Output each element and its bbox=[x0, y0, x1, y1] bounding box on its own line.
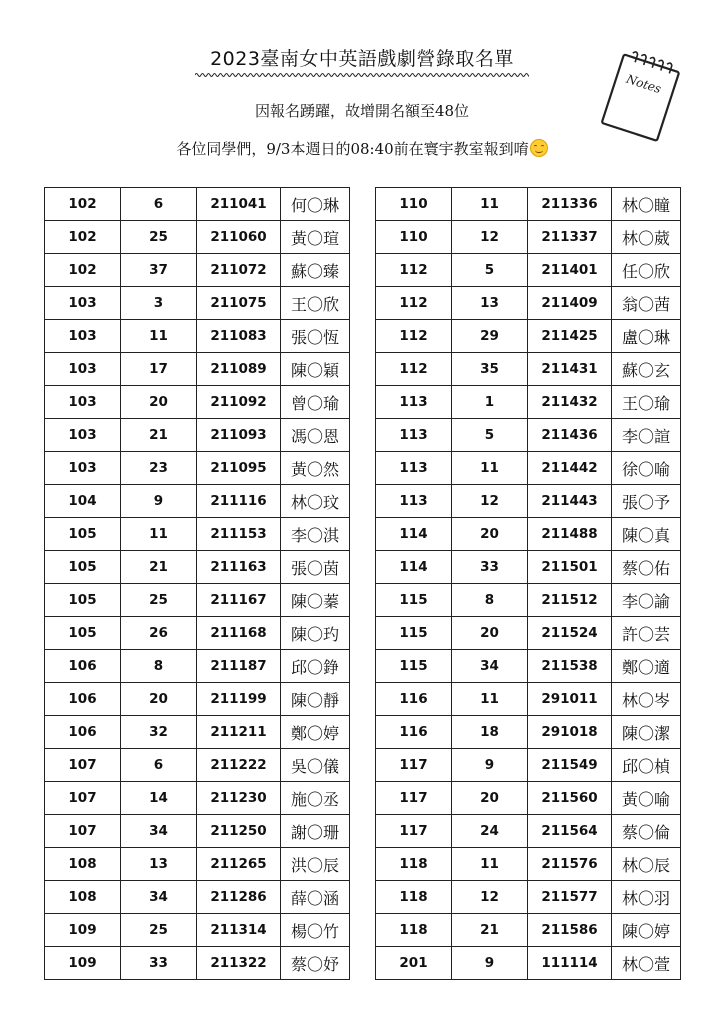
subtitle-checkin bbox=[0, 138, 724, 159]
class-cell: 102 bbox=[45, 221, 121, 254]
table-row bbox=[45, 881, 350, 914]
seat-cell: 1 bbox=[452, 386, 528, 419]
student-id-cell: 211116 bbox=[197, 485, 281, 518]
class-cell: 114 bbox=[376, 551, 452, 584]
name-cell: 薛〇涵 bbox=[281, 881, 350, 914]
roster-table-right bbox=[375, 187, 681, 980]
seat-cell: 11 bbox=[452, 848, 528, 881]
class-cell: 106 bbox=[45, 716, 121, 749]
name-cell: 李〇諭 bbox=[612, 584, 681, 617]
seat-cell: 11 bbox=[452, 188, 528, 221]
name-cell: 蔡〇妤 bbox=[281, 947, 350, 980]
seat-cell: 8 bbox=[452, 584, 528, 617]
name-cell: 黃〇喻 bbox=[612, 782, 681, 815]
seat-cell: 33 bbox=[452, 551, 528, 584]
student-id-cell: 211436 bbox=[528, 419, 612, 452]
seat-cell: 29 bbox=[452, 320, 528, 353]
name-cell: 謝〇珊 bbox=[281, 815, 350, 848]
subtitle-checkin-text: 各位同學們，9/3本週日的08:40前在寰宇教室報到唷 bbox=[176, 140, 529, 158]
student-id-cell: 211167 bbox=[197, 584, 281, 617]
student-id-cell: 211564 bbox=[528, 815, 612, 848]
table-row bbox=[45, 683, 350, 716]
seat-cell: 12 bbox=[452, 881, 528, 914]
name-cell: 王〇欣 bbox=[281, 287, 350, 320]
name-cell: 施〇丞 bbox=[281, 782, 350, 815]
name-cell: 盧〇琳 bbox=[612, 320, 681, 353]
table-row bbox=[45, 617, 350, 650]
table-row bbox=[376, 749, 681, 782]
seat-cell: 34 bbox=[121, 815, 197, 848]
seat-cell: 11 bbox=[452, 452, 528, 485]
name-cell: 陳〇婷 bbox=[612, 914, 681, 947]
name-cell: 陳〇靜 bbox=[281, 683, 350, 716]
class-cell: 114 bbox=[376, 518, 452, 551]
table-row bbox=[376, 782, 681, 815]
seat-cell: 17 bbox=[121, 353, 197, 386]
name-cell: 陳〇玓 bbox=[281, 617, 350, 650]
student-id-cell: 211549 bbox=[528, 749, 612, 782]
seat-cell: 20 bbox=[452, 617, 528, 650]
name-cell: 馮〇恩 bbox=[281, 419, 350, 452]
seat-cell: 33 bbox=[121, 947, 197, 980]
student-id-cell: 211524 bbox=[528, 617, 612, 650]
table-row bbox=[45, 782, 350, 815]
student-id-cell: 211576 bbox=[528, 848, 612, 881]
table-row bbox=[45, 650, 350, 683]
class-cell: 112 bbox=[376, 287, 452, 320]
student-id-cell: 111114 bbox=[528, 947, 612, 980]
student-id-cell: 211187 bbox=[197, 650, 281, 683]
student-id-cell: 211432 bbox=[528, 386, 612, 419]
student-id-cell: 211401 bbox=[528, 254, 612, 287]
notebook-label: Notes bbox=[624, 71, 663, 97]
name-cell: 張〇予 bbox=[612, 485, 681, 518]
seat-cell: 11 bbox=[452, 683, 528, 716]
student-id-cell: 211560 bbox=[528, 782, 612, 815]
class-cell: 107 bbox=[45, 815, 121, 848]
seat-cell: 9 bbox=[121, 485, 197, 518]
seat-cell: 5 bbox=[452, 419, 528, 452]
seat-cell: 20 bbox=[452, 518, 528, 551]
name-cell: 洪〇辰 bbox=[281, 848, 350, 881]
table-row bbox=[376, 815, 681, 848]
table-row bbox=[376, 419, 681, 452]
student-id-cell: 211286 bbox=[197, 881, 281, 914]
table-row bbox=[376, 287, 681, 320]
class-cell: 116 bbox=[376, 683, 452, 716]
name-cell: 林〇萱 bbox=[612, 947, 681, 980]
class-cell: 118 bbox=[376, 881, 452, 914]
name-cell: 林〇瞳 bbox=[612, 188, 681, 221]
name-cell: 林〇葳 bbox=[612, 221, 681, 254]
student-id-cell: 211089 bbox=[197, 353, 281, 386]
class-cell: 103 bbox=[45, 419, 121, 452]
student-id-cell: 211577 bbox=[528, 881, 612, 914]
name-cell: 林〇羽 bbox=[612, 881, 681, 914]
class-cell: 104 bbox=[45, 485, 121, 518]
class-cell: 110 bbox=[376, 221, 452, 254]
seat-cell: 34 bbox=[121, 881, 197, 914]
class-cell: 105 bbox=[45, 551, 121, 584]
table-row bbox=[376, 518, 681, 551]
class-cell: 118 bbox=[376, 914, 452, 947]
class-cell: 112 bbox=[376, 254, 452, 287]
seat-cell: 32 bbox=[121, 716, 197, 749]
table-row bbox=[376, 254, 681, 287]
student-id-cell: 211488 bbox=[528, 518, 612, 551]
seat-cell: 37 bbox=[121, 254, 197, 287]
student-id-cell: 211095 bbox=[197, 452, 281, 485]
notebook-icon bbox=[596, 48, 688, 144]
name-cell: 徐〇喻 bbox=[612, 452, 681, 485]
class-cell: 112 bbox=[376, 320, 452, 353]
seat-cell: 8 bbox=[121, 650, 197, 683]
name-cell: 張〇恆 bbox=[281, 320, 350, 353]
table-row bbox=[376, 683, 681, 716]
class-cell: 107 bbox=[45, 749, 121, 782]
name-cell: 蘇〇臻 bbox=[281, 254, 350, 287]
class-cell: 109 bbox=[45, 947, 121, 980]
name-cell: 黃〇然 bbox=[281, 452, 350, 485]
seat-cell: 25 bbox=[121, 914, 197, 947]
table-row bbox=[45, 914, 350, 947]
student-id-cell: 211409 bbox=[528, 287, 612, 320]
name-cell: 林〇辰 bbox=[612, 848, 681, 881]
student-id-cell: 211314 bbox=[197, 914, 281, 947]
table-row bbox=[45, 287, 350, 320]
student-id-cell: 211501 bbox=[528, 551, 612, 584]
class-cell: 107 bbox=[45, 782, 121, 815]
name-cell: 楊〇竹 bbox=[281, 914, 350, 947]
table-row bbox=[45, 386, 350, 419]
name-cell: 林〇玟 bbox=[281, 485, 350, 518]
student-id-cell: 211586 bbox=[528, 914, 612, 947]
class-cell: 113 bbox=[376, 419, 452, 452]
table-row bbox=[376, 551, 681, 584]
class-cell: 105 bbox=[45, 617, 121, 650]
table-row bbox=[45, 254, 350, 287]
student-id-cell: 211336 bbox=[528, 188, 612, 221]
seat-cell: 25 bbox=[121, 221, 197, 254]
table-row bbox=[45, 419, 350, 452]
class-cell: 108 bbox=[45, 848, 121, 881]
class-cell: 106 bbox=[45, 650, 121, 683]
class-cell: 102 bbox=[45, 254, 121, 287]
table-row bbox=[376, 617, 681, 650]
seat-cell: 11 bbox=[121, 518, 197, 551]
table-row bbox=[376, 584, 681, 617]
name-cell: 林〇岑 bbox=[612, 683, 681, 716]
seat-cell: 5 bbox=[452, 254, 528, 287]
table-row bbox=[45, 188, 350, 221]
table-row bbox=[45, 518, 350, 551]
table-row bbox=[376, 716, 681, 749]
student-id-cell: 211072 bbox=[197, 254, 281, 287]
table-row bbox=[45, 584, 350, 617]
table-row bbox=[376, 353, 681, 386]
class-cell: 103 bbox=[45, 386, 121, 419]
class-cell: 103 bbox=[45, 353, 121, 386]
name-cell: 陳〇潔 bbox=[612, 716, 681, 749]
seat-cell: 13 bbox=[452, 287, 528, 320]
seat-cell: 21 bbox=[121, 551, 197, 584]
student-id-cell: 291018 bbox=[528, 716, 612, 749]
class-cell: 117 bbox=[376, 749, 452, 782]
student-id-cell: 211222 bbox=[197, 749, 281, 782]
class-cell: 118 bbox=[376, 848, 452, 881]
table-row bbox=[45, 848, 350, 881]
class-cell: 112 bbox=[376, 353, 452, 386]
name-cell: 鄭〇婷 bbox=[281, 716, 350, 749]
class-cell: 201 bbox=[376, 947, 452, 980]
student-id-cell: 211211 bbox=[197, 716, 281, 749]
class-cell: 108 bbox=[45, 881, 121, 914]
student-id-cell: 211168 bbox=[197, 617, 281, 650]
seat-cell: 24 bbox=[452, 815, 528, 848]
student-id-cell: 211083 bbox=[197, 320, 281, 353]
seat-cell: 23 bbox=[121, 452, 197, 485]
seat-cell: 13 bbox=[121, 848, 197, 881]
smiling-face-icon bbox=[530, 139, 548, 157]
name-cell: 邱〇錚 bbox=[281, 650, 350, 683]
class-cell: 106 bbox=[45, 683, 121, 716]
class-cell: 113 bbox=[376, 386, 452, 419]
name-cell: 鄭〇適 bbox=[612, 650, 681, 683]
table-row bbox=[376, 881, 681, 914]
seat-cell: 3 bbox=[121, 287, 197, 320]
table-row bbox=[45, 815, 350, 848]
student-id-cell: 211075 bbox=[197, 287, 281, 320]
table-row bbox=[45, 452, 350, 485]
student-id-cell: 211250 bbox=[197, 815, 281, 848]
seat-cell: 26 bbox=[121, 617, 197, 650]
seat-cell: 34 bbox=[452, 650, 528, 683]
table-row bbox=[376, 320, 681, 353]
name-cell: 蘇〇玄 bbox=[612, 353, 681, 386]
class-cell: 103 bbox=[45, 320, 121, 353]
table-row bbox=[376, 188, 681, 221]
seat-cell: 9 bbox=[452, 947, 528, 980]
class-cell: 105 bbox=[45, 518, 121, 551]
student-id-cell: 211512 bbox=[528, 584, 612, 617]
name-cell: 黃〇瑄 bbox=[281, 221, 350, 254]
student-id-cell: 211442 bbox=[528, 452, 612, 485]
table-row bbox=[376, 947, 681, 980]
table-row bbox=[376, 848, 681, 881]
name-cell: 蔡〇佑 bbox=[612, 551, 681, 584]
seat-cell: 11 bbox=[121, 320, 197, 353]
name-cell: 邱〇楨 bbox=[612, 749, 681, 782]
table-row bbox=[45, 353, 350, 386]
student-id-cell: 211093 bbox=[197, 419, 281, 452]
table-row bbox=[45, 485, 350, 518]
table-row bbox=[376, 386, 681, 419]
student-id-cell: 211153 bbox=[197, 518, 281, 551]
name-cell: 吳〇儀 bbox=[281, 749, 350, 782]
student-id-cell: 211337 bbox=[528, 221, 612, 254]
class-cell: 113 bbox=[376, 485, 452, 518]
name-cell: 曾〇瑜 bbox=[281, 386, 350, 419]
seat-cell: 12 bbox=[452, 485, 528, 518]
name-cell: 李〇淇 bbox=[281, 518, 350, 551]
table-row bbox=[376, 485, 681, 518]
student-id-cell: 211041 bbox=[197, 188, 281, 221]
seat-cell: 20 bbox=[121, 386, 197, 419]
subtitle-quota: 因報名踴躍，故增開名額至48位 bbox=[254, 102, 470, 120]
class-cell: 109 bbox=[45, 914, 121, 947]
name-cell: 許〇芸 bbox=[612, 617, 681, 650]
class-cell: 115 bbox=[376, 650, 452, 683]
student-id-cell: 211230 bbox=[197, 782, 281, 815]
name-cell: 任〇欣 bbox=[612, 254, 681, 287]
class-cell: 116 bbox=[376, 716, 452, 749]
class-cell: 113 bbox=[376, 452, 452, 485]
name-cell: 翁〇茜 bbox=[612, 287, 681, 320]
class-cell: 117 bbox=[376, 782, 452, 815]
table-row bbox=[376, 452, 681, 485]
student-id-cell: 211322 bbox=[197, 947, 281, 980]
seat-cell: 20 bbox=[121, 683, 197, 716]
student-id-cell: 291011 bbox=[528, 683, 612, 716]
seat-cell: 14 bbox=[121, 782, 197, 815]
seat-cell: 12 bbox=[452, 221, 528, 254]
name-cell: 陳〇真 bbox=[612, 518, 681, 551]
roster-table-left bbox=[44, 187, 350, 980]
name-cell: 何〇琳 bbox=[281, 188, 350, 221]
student-id-cell: 211092 bbox=[197, 386, 281, 419]
seat-cell: 6 bbox=[121, 749, 197, 782]
name-cell: 蔡〇倫 bbox=[612, 815, 681, 848]
class-cell: 115 bbox=[376, 584, 452, 617]
seat-cell: 18 bbox=[452, 716, 528, 749]
seat-cell: 9 bbox=[452, 749, 528, 782]
student-id-cell: 211199 bbox=[197, 683, 281, 716]
table-row bbox=[376, 221, 681, 254]
class-cell: 110 bbox=[376, 188, 452, 221]
name-cell: 陳〇穎 bbox=[281, 353, 350, 386]
table-row bbox=[45, 716, 350, 749]
seat-cell: 25 bbox=[121, 584, 197, 617]
title-underline bbox=[195, 71, 529, 79]
student-id-cell: 211265 bbox=[197, 848, 281, 881]
seat-cell: 35 bbox=[452, 353, 528, 386]
class-cell: 115 bbox=[376, 617, 452, 650]
class-cell: 105 bbox=[45, 584, 121, 617]
student-id-cell: 211163 bbox=[197, 551, 281, 584]
table-row bbox=[376, 650, 681, 683]
seat-cell: 21 bbox=[121, 419, 197, 452]
table-row bbox=[45, 551, 350, 584]
student-id-cell: 211425 bbox=[528, 320, 612, 353]
table-row bbox=[45, 749, 350, 782]
class-cell: 103 bbox=[45, 452, 121, 485]
student-id-cell: 211538 bbox=[528, 650, 612, 683]
table-row bbox=[376, 914, 681, 947]
name-cell: 陳〇蓁 bbox=[281, 584, 350, 617]
table-row bbox=[45, 221, 350, 254]
seat-cell: 6 bbox=[121, 188, 197, 221]
name-cell: 張〇茵 bbox=[281, 551, 350, 584]
page-title: 2023臺南女中英語戲劇營錄取名單 bbox=[210, 48, 514, 70]
student-id-cell: 211060 bbox=[197, 221, 281, 254]
name-cell: 王〇瑜 bbox=[612, 386, 681, 419]
table-row bbox=[45, 947, 350, 980]
class-cell: 102 bbox=[45, 188, 121, 221]
student-id-cell: 211443 bbox=[528, 485, 612, 518]
table-row bbox=[45, 320, 350, 353]
class-cell: 103 bbox=[45, 287, 121, 320]
class-cell: 117 bbox=[376, 815, 452, 848]
student-id-cell: 211431 bbox=[528, 353, 612, 386]
seat-cell: 20 bbox=[452, 782, 528, 815]
name-cell: 李〇諠 bbox=[612, 419, 681, 452]
seat-cell: 21 bbox=[452, 914, 528, 947]
